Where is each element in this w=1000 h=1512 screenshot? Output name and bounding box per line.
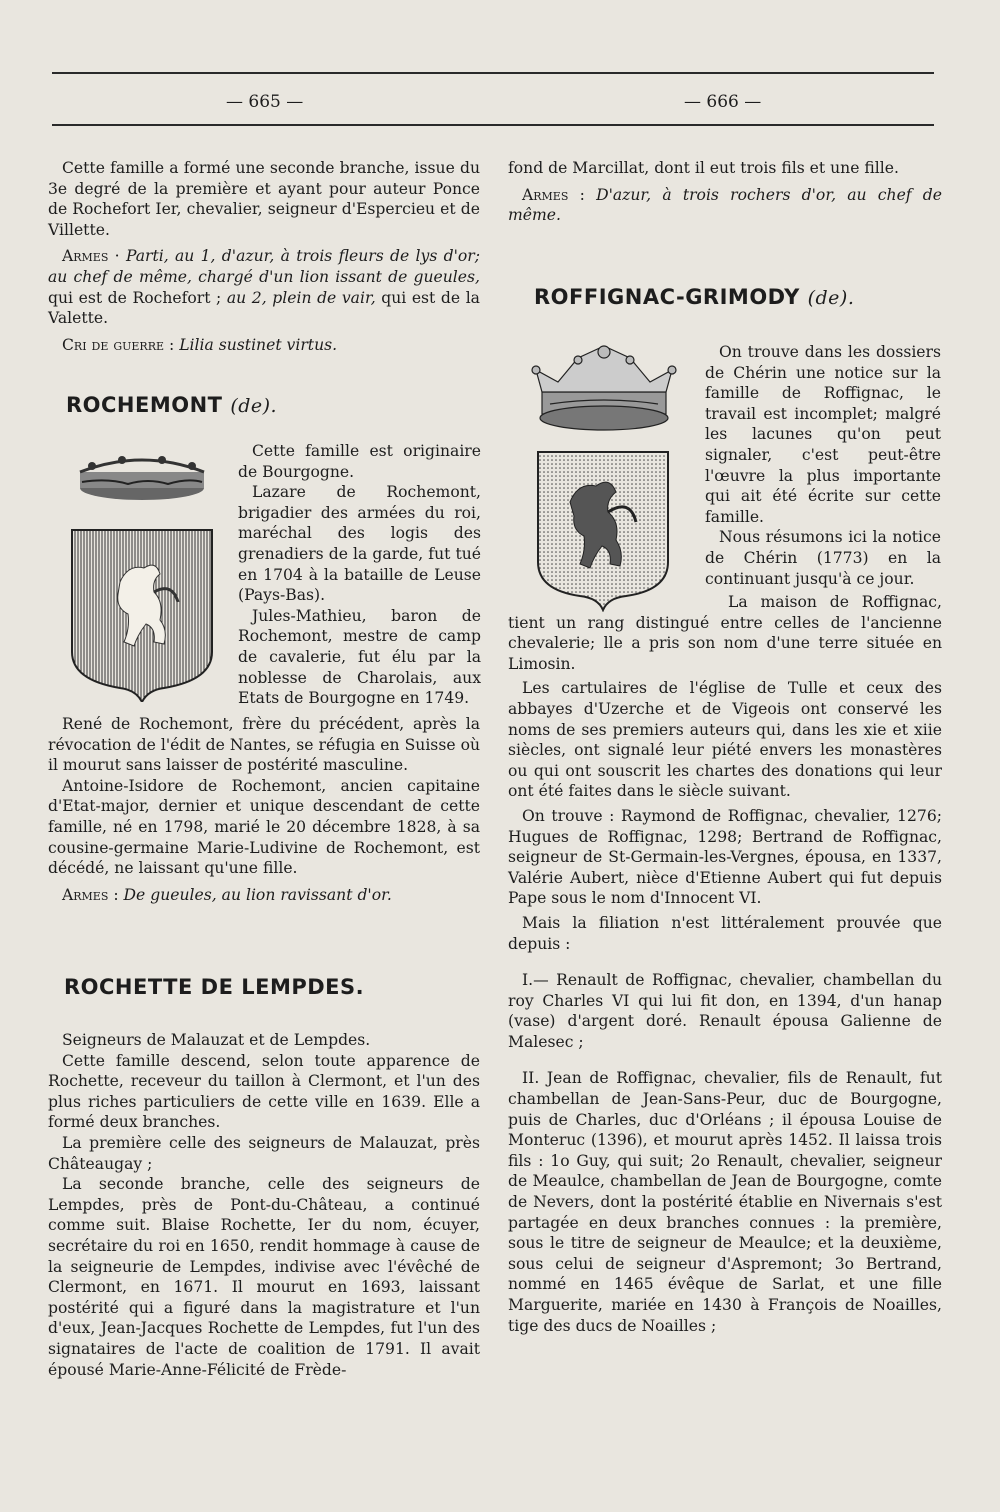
paragraph: Nous résumons ici la notice de Chérin (1773) en la continuant jusqu'à ce jour. (705, 528, 941, 588)
paragraph: Antoine-Isidore de Rochemont, ancien capitaine d'Etat-major, dernier et unique descendant de cette famille, né en 1798, marié le 20 décembre 1828, à sa cousine-germaine Marie-Ludivine de Rochemont, est décédé, ne laissant qu'une fille. (48, 776, 480, 878)
page-number-right: — 666 — (684, 92, 762, 112)
paragraph: On trouve dans les dossiers de Chérin une notice sur la famille de Roffignac, le travail est incomplet; malgré les lacunes qu'on peut signaler, c'est peut-être l'œuvre la plus importante qui ait été écrite sur cette famille. (705, 343, 941, 526)
rochemont-text-beside (238, 441, 481, 709)
armes-text: qui est de la Valette. (48, 288, 480, 328)
paragraph: On trouve : Raymond de Roffignac, chevalier, 1276; Hugues de Roffignac, 1298; Bertrand de Roffignac, seigneur de St-Germain-les-Vergnes, épousa, en 1337, Valérie Aubert, nièce d'Etienne Aubert qui fut depuis Pape sous le nom d'Innocent VI. (508, 806, 942, 908)
armes-label: Armes (522, 185, 569, 204)
rochemont-coat-of-arms (68, 452, 216, 702)
right-column (508, 158, 942, 232)
crown-icon (532, 346, 676, 430)
armes-paragraph: Armes : D'azur, à trois rochers d'or, au chef de même. (508, 185, 942, 225)
paragraph: fond de Marcillat, dont il eut trois fils et une fille. (508, 159, 899, 177)
left-column-continued (48, 714, 480, 911)
roffignac-text-beside (705, 342, 941, 589)
paragraph: Cette famille a formé une seconde branche, issue du 3e degré de la première et ayant pour auteur Ponce de Rochefort Ier, chevalier, seigneur d'Espercieu et de Villette. (48, 159, 480, 239)
roffignac-coat-of-arms (522, 342, 682, 612)
paragraph: René de Rochemont, frère du précédent, après la révocation de l'édit de Nantes, se réfugia en Suisse où il mourut sans laisser de postérité masculine. (48, 715, 480, 775)
armes-paragraph: Armes · Parti, au 1, d'azur, à trois fleurs de lys d'or; au chef de même, chargé d'un lion issant de gueules, qui est de Rochefort ; au 2, plein de vair, qui est de la Valette. (48, 247, 480, 328)
section-title-rochette: ROCHETTE DE LEMPDES. (64, 975, 365, 999)
header-rule (52, 124, 934, 126)
paragraph: Lazare de Rochemont, brigadier des armées du roi, maréchal des logis des grenadiers de la garde, fut tué en 1704 à la bataille de Leuse (Pays-Bas). (238, 483, 481, 605)
paragraph: II. Jean de Roffignac, chevalier, fils de Renault, fut chambellan de Jean-Sans-Peur, duc de Bourgogne, puis de Charles, duc d'Orléans ; il épousa Louise de Monteruc (1396), et mourut après 1452. Il laissa trois fils : 1o Guy, qui suit; 2o Renault, chevalier, seigneur de Meaulce, chambellan de Jean de Bourgogne, comte de Nevers, dont la postérité établie en Nivernais s'est partagée en deux branches connues : la première, sous le titre de seigneur de Meaulce; et la deuxième, sous celui de seigneur d'Aspremont; 3o Bertrand, nommé en 1465 évêque de Sarlat, et une fille Marguerite, mariée en 1430 à François de Noailles, tige des ducs de Noailles ; (508, 1069, 942, 1335)
armes-paragraph: Armes : De gueules, au lion ravissant d'or. (62, 885, 392, 904)
paragraph: Cette famille descend, selon toute apparence de Rochette, receveur du taillon à Clermont, et l'un des plus riches particuliers de cette ville en 1639. Elle a formé deux branches. (48, 1051, 480, 1132)
paragraph: La maison de Roffignac, tient un rang distingué entre celles de l'ancienne chevalerie; lle a pris son nom d'une terre située en Limosin. (508, 593, 942, 673)
armes-text: au 2, plein de vair, (226, 288, 376, 307)
paragraph: Mais la filiation n'est littéralement prouvée que depuis : (508, 913, 942, 953)
section-title-particle: (de). (807, 287, 855, 309)
paragraph: Cette famille est originaire de Bourgogne. (238, 442, 481, 481)
top-rule (52, 72, 934, 74)
section-title-text: ROCHEMONT (66, 393, 223, 417)
paragraph: Jules-Mathieu, baron de Rochemont, mestre de camp de cavalerie, fut élu par la noblesse de Charolais, aux Etats de Bourgogne en 1749. (238, 606, 481, 708)
armes-text: D'azur, à trois rochers d'or, au chef de même. (508, 185, 942, 225)
paragraph: Seigneurs de Malauzat et de Lempdes. (62, 1031, 371, 1049)
section-title-particle: (de). (230, 395, 278, 417)
section-title-text: ROFFIGNAC-GRIMODY (534, 285, 800, 309)
section-title-rochemont (66, 393, 277, 417)
armes-text: qui est de Rochefort ; (48, 288, 227, 307)
paragraph: I.— Renault de Roffignac, chevalier, chambellan du roy Charles VI qui lui fit don, en 1394, d'un hanap (vase) d'argent doré. Renault épousa Galienne de Malesec ; (508, 971, 942, 1051)
page-number-left: — 665 — (226, 92, 304, 112)
paragraph: La première celle des seigneurs de Malauzat, près Châteaugay ; (48, 1133, 480, 1173)
armes-label: Armes (62, 885, 109, 904)
crown-icon (80, 456, 204, 500)
right-column-continued (508, 592, 942, 1336)
left-column (48, 158, 480, 361)
cri-text: Lilia sustinet virtus. (179, 335, 338, 354)
section-title-roffignac (534, 285, 854, 309)
armes-label: Armes (62, 247, 109, 266)
paragraph: Les cartulaires de l'église de Tulle et ceux des abbayes d'Uzerche et de Vigeois ont conservé les noms de ses premiers auteurs qui, dans les xie et xiie siècles, ont signalé leur piété envers les monastères ou qui ont souscrit les chartes des donations qui leur ont été faites dans le siècle suivant. (508, 679, 942, 801)
armes-text: De gueules, au lion ravissant d'or. (123, 885, 392, 904)
cri-paragraph (48, 335, 480, 356)
rochette-text (48, 1030, 480, 1380)
paragraph: La seconde branche, celle des seigneurs de Lempdes, près de Pont-du-Château, a continué comme suit. Blaise Rochette, Ier du nom, écuyer, secrétaire du roi en 1650, rendit hommage à cause de la seigneurie de Lempdes, indivise avec l'évêché de Clermont, en 1671. Il mourut en 1693, laissant postérité qui a figuré dans la magistrature et l'un d'eux, Jean-Jacques Rochette de Lempdes, fut l'un des signataires de l'acte de coalition de 1791. Il avait épousé Marie-Anne-Félicité de Frède- (48, 1175, 480, 1379)
armes-text: Parti, au 1, d'azur, à trois fleurs de lys d'or; au chef de même, chargé d'un lion issant de gueules, (48, 247, 480, 286)
cri-label: Cri de guerre : (62, 335, 175, 354)
